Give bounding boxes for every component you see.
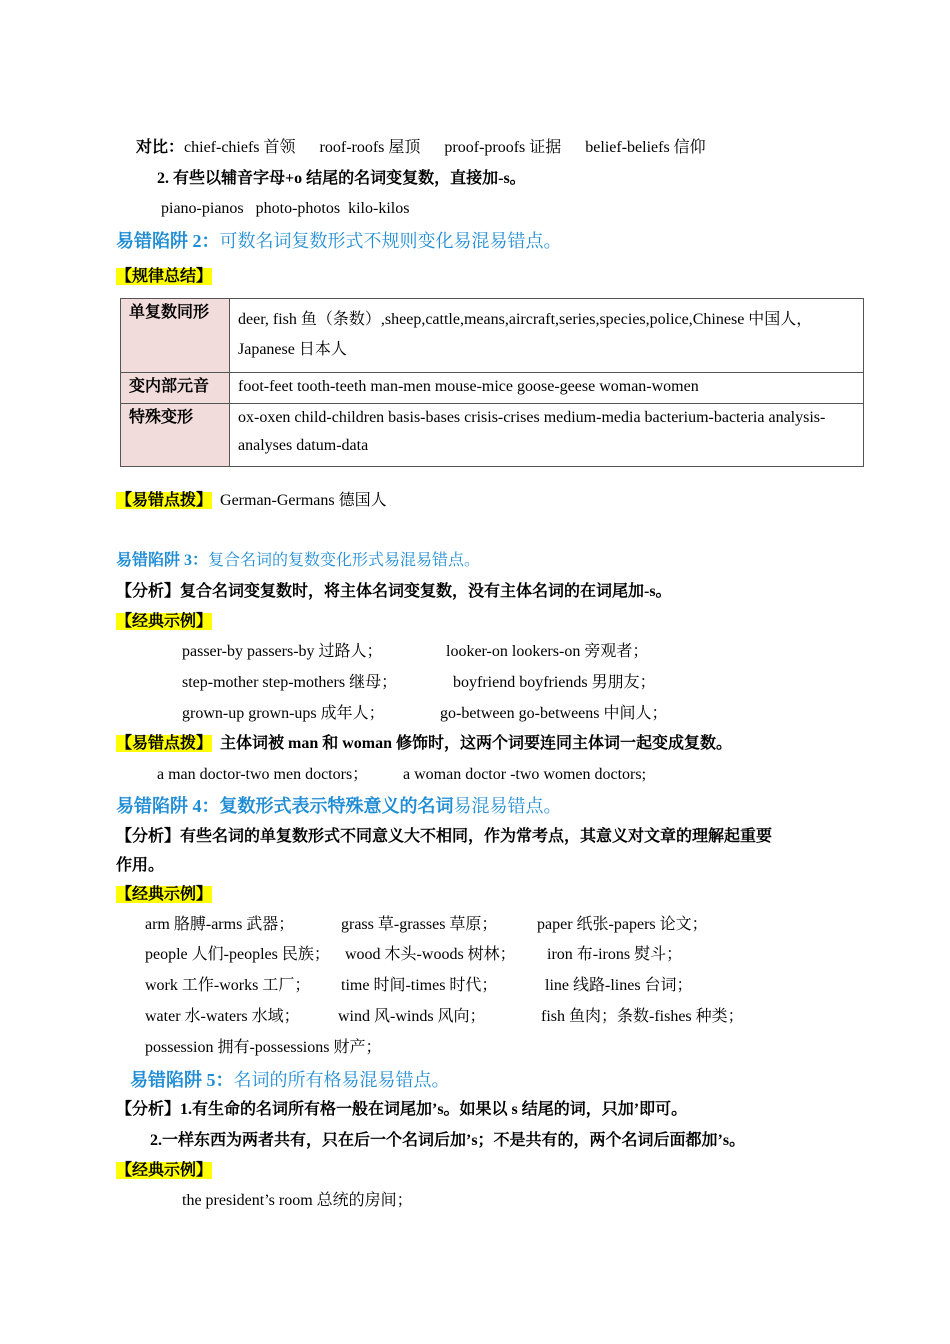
rules-table [120,298,864,467]
trap4-example: iron 布-irons 熨斗； [547,946,683,963]
table-row-content: foot-feet tooth-teeth man-men mouse-mice goose-geese woman-women [230,373,864,404]
trap2-title [116,230,562,252]
trap5-example-tag-line [116,1161,212,1181]
table-row [121,299,864,373]
rule-2-examples [161,199,409,219]
table-row-head: 特殊变形 [121,404,230,467]
trap3-tip [116,734,732,754]
example-tag: 【经典示例】 [116,886,213,903]
trap4-example: fish 鱼肉；条数-fishes 种类； [541,1008,744,1025]
trap4-title [116,795,562,817]
trap3-analysis: 【分析】复合名词变复数时，将主体名词变复数，没有主体名词的在词尾加-s。 [116,583,672,600]
compare-item: proof-proofs 证据 [444,139,562,156]
trap3-example-tag-line [116,612,212,632]
trap4-example: people 人们-peoples 民族； [145,946,330,963]
trap3-tip-example: a man doctor-two men doctors； [157,766,369,783]
table-row-head: 变内部元音 [121,373,230,404]
compare-item: belief-beliefs 信仰 [585,139,706,156]
trap4-example: work 工作-works 工厂； [145,977,311,994]
trap3-example-a: grown-up grown-ups 成年人； [182,705,385,722]
compare-item: chief-chiefs 首领 [184,139,296,156]
trap4-example: arm 胳膊-arms 武器； [145,916,295,933]
tip-text: German-Germans 德国人 [220,492,387,509]
example-word: kilo-kilos [348,200,410,217]
trap4-example: possession 拥有-possessions 财产； [145,1039,382,1056]
trap4-example: time 时间-times 时代； [341,977,498,994]
compare-line [136,138,706,158]
trap4-example: line 线路-lines 台词； [545,977,693,994]
table-row-content: deer, fish 鱼（条数）,sheep,cattle,means,aircraft,series,species,police,Chinese 中国人，Japanese 日本人 [230,299,864,373]
trap3-example-b: go-between go-betweens 中间人； [440,705,668,722]
trap3-example-b: boyfriend boyfriends 男朋友； [453,674,656,691]
trap4-title-head: 易错陷阱 4：复数形式表示特殊意义的名词 [116,796,454,816]
table-row [121,373,864,404]
trap3-title-tail: 复合名词的复数变化形式易混易错点。 [208,552,481,569]
trap3-example-b: looker-on lookers-on 旁观者； [446,643,649,660]
trap4-example: water 水-waters 水域； [145,1008,300,1025]
trap5-title-tail: 名词的所有格易混易错点。 [233,1070,450,1090]
trap3-example-a: passer-by passers-by 过路人； [182,643,383,660]
trap5-title [130,1069,450,1091]
tip-tag: 【易错点拨】 [116,735,213,752]
compare-label: 对比： [136,139,185,156]
summary-tag: 【规律总结】 [116,268,213,285]
tip-text: 主体词被 man 和 woman 修饰时，这两个词要连同主体词一起变成复数。 [220,735,733,752]
table-row-content: ox-oxen child-children basis-bases crisis-crises medium-media bacterium-bacteria analysis-analyses datum-data [230,404,864,467]
trap4-example: paper 纸张-papers 论文； [537,916,708,933]
trap4-example: wind 风-winds 风向； [338,1008,486,1025]
trap4-analysis-1: 【分析】有些名词的单复数形式不同意义大不相同，作为常考点，其意义对文章的理解起重要 [116,828,773,845]
table-row [121,404,864,467]
trap2-summary-tag [116,267,212,287]
trap5-title-head: 易错陷阱 5： [130,1070,234,1090]
trap2-tip [116,491,387,511]
trap4-example: wood 木头-woods 树林； [345,946,516,963]
trap2-title-head: 易错陷阱 2： [116,231,220,251]
trap5-analysis-2: 2.一样东西为两者共有，只在后一个名词后加’s；不是共有的，两个名词后面都加’s。 [150,1132,746,1149]
trap3-title [116,550,480,572]
trap3-example-a: step-mother step-mothers 继母； [182,674,398,691]
trap2-title-tail: 可数名词复数形式不规则变化易混易错点。 [219,231,562,251]
trap5-analysis-1: 【分析】1.有生命的名词所有格一般在词尾加’s。如果以 s 结尾的词，只加’即可。 [116,1101,688,1118]
trap4-example-tag-line [116,885,212,905]
tip-tag: 【易错点拨】 [116,492,213,509]
trap3-title-head: 易错陷阱 3： [116,552,209,569]
trap3-tip-example: a woman doctor -two women doctors; [403,766,647,783]
trap4-analysis-2: 作用。 [116,857,165,874]
trap4-example: grass 草-grasses 草原； [341,916,498,933]
rule-2: 2. 有些以辅音字母+o 结尾的名词变复数，直接加-s。 [157,170,526,187]
trap4-title-tail: 易混易错点。 [453,796,562,816]
example-tag: 【经典示例】 [116,1162,213,1179]
compare-item: roof-roofs 屋顶 [319,139,421,156]
example-tag: 【经典示例】 [116,613,213,630]
trap5-example: the president’s room 总统的房间； [182,1192,413,1209]
example-word: piano-pianos [161,200,244,217]
table-row-head: 单复数同形 [121,299,230,373]
example-word: photo-photos [255,200,341,217]
